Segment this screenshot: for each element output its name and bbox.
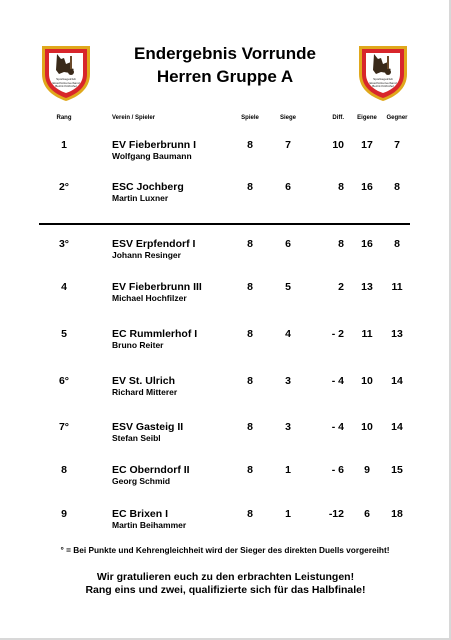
own-cell: 16 bbox=[361, 181, 373, 193]
club-logo-right bbox=[357, 44, 409, 102]
page-title: Endergebnis Vorrunde bbox=[134, 44, 316, 63]
club-logo-left bbox=[40, 44, 92, 102]
rank-cell: 8 bbox=[61, 464, 67, 476]
player-cell: Richard Mitterer bbox=[112, 387, 178, 397]
rank-cell: 5 bbox=[61, 328, 67, 340]
rank-cell: 9 bbox=[61, 508, 67, 520]
wins-cell: 5 bbox=[285, 281, 291, 293]
rank-cell: 3° bbox=[58, 238, 70, 250]
player-cell: Martin Beihammer bbox=[112, 520, 187, 530]
opp-cell: 11 bbox=[391, 281, 403, 293]
own-cell: 9 bbox=[364, 464, 370, 476]
rank-cell: 4 bbox=[61, 281, 67, 293]
logo-caption: Sportkegelclub Eisschützenverband Bezirk Kitzbühel bbox=[369, 77, 397, 89]
player-cell: Michael Hochfilzer bbox=[112, 293, 187, 303]
shield-icon bbox=[40, 44, 92, 102]
opp-cell: 14 bbox=[391, 375, 403, 387]
opp-cell: 8 bbox=[394, 181, 400, 193]
diff-cell: 10 bbox=[332, 139, 344, 151]
games-cell: 8 bbox=[247, 281, 253, 293]
rank-cell: 6° bbox=[58, 375, 70, 387]
games-cell: 8 bbox=[247, 139, 253, 151]
diff-cell: 8 bbox=[338, 181, 344, 193]
diff-cell: - 6 bbox=[331, 464, 344, 476]
player-cell: Georg Schmid bbox=[112, 476, 171, 486]
games-cell: 8 bbox=[247, 181, 253, 193]
opp-cell: 18 bbox=[391, 508, 403, 520]
player-cell: Wolfgang Baumann bbox=[112, 151, 192, 161]
qualification-divider bbox=[39, 223, 410, 225]
club-cell: EV St. Ulrich bbox=[112, 375, 176, 387]
header-opp: Gegner bbox=[386, 115, 408, 121]
opp-cell: 7 bbox=[394, 139, 400, 151]
player-cell: Bruno Reiter bbox=[112, 340, 164, 350]
club-cell: ESV Gasteig II bbox=[112, 421, 184, 433]
opp-cell: 13 bbox=[391, 328, 403, 340]
congratulation-line: Wir gratulieren euch zu den erbrachten Leistungen! bbox=[96, 571, 355, 583]
diff-cell: -12 bbox=[328, 508, 344, 520]
games-cell: 8 bbox=[247, 421, 253, 433]
page-subtitle: Herren Gruppe A bbox=[156, 67, 294, 86]
wins-cell: 3 bbox=[285, 421, 291, 433]
wins-cell: 6 bbox=[285, 238, 291, 250]
header-rank: Rang bbox=[56, 115, 72, 121]
opp-cell: 14 bbox=[391, 421, 403, 433]
player-cell: Johann Resinger bbox=[112, 250, 181, 260]
own-cell: 10 bbox=[361, 421, 373, 433]
diff-cell: - 4 bbox=[331, 375, 344, 387]
own-cell: 6 bbox=[364, 508, 370, 520]
club-cell: EV Fieberbrunn I bbox=[112, 139, 197, 151]
logo-caption: Sportkegelclub Eisschützenverband Bezirk Kitzbühel bbox=[52, 77, 80, 89]
player-cell: Martin Luxner bbox=[112, 193, 169, 203]
games-cell: 8 bbox=[247, 375, 253, 387]
diff-cell: - 2 bbox=[331, 328, 344, 340]
rank-cell: 1 bbox=[61, 139, 67, 151]
club-cell: EV Fieberbrunn III bbox=[112, 281, 202, 293]
header-diff: Diff. bbox=[332, 115, 344, 121]
tiebreak-footnote: ° = Bei Punkte und Kehrengleichheit wird der Sieger des direkten Duells vorgereiht! bbox=[60, 545, 390, 555]
header-own: Eigene bbox=[357, 115, 377, 121]
diff-cell: 8 bbox=[338, 238, 344, 250]
club-cell: EC Oberndorf II bbox=[112, 464, 190, 476]
wins-cell: 6 bbox=[285, 181, 291, 193]
diff-cell: 2 bbox=[338, 281, 344, 293]
club-cell: ESC Jochberg bbox=[112, 181, 184, 193]
player-cell: Stefan Seibl bbox=[112, 433, 161, 443]
diff-cell: - 4 bbox=[331, 421, 344, 433]
own-cell: 13 bbox=[361, 281, 373, 293]
opp-cell: 15 bbox=[391, 464, 403, 476]
opp-cell: 8 bbox=[394, 238, 400, 250]
games-cell: 8 bbox=[247, 464, 253, 476]
qualification-line: Rang eins und zwei, qualifizierte sich für das Halbfinale! bbox=[85, 584, 366, 596]
header-club: Verein / Spieler bbox=[112, 115, 156, 121]
rank-cell: 7° bbox=[58, 421, 70, 433]
wins-cell: 4 bbox=[285, 328, 291, 340]
games-cell: 8 bbox=[247, 328, 253, 340]
header-wins: Siege bbox=[279, 115, 296, 121]
shield-icon bbox=[357, 44, 409, 102]
games-cell: 8 bbox=[247, 508, 253, 520]
games-cell: 8 bbox=[247, 238, 253, 250]
wins-cell: 3 bbox=[285, 375, 291, 387]
header-games: Spiele bbox=[241, 115, 259, 121]
wins-cell: 1 bbox=[285, 464, 291, 476]
own-cell: 16 bbox=[361, 238, 373, 250]
rank-cell: 2° bbox=[58, 181, 70, 193]
own-cell: 17 bbox=[361, 139, 373, 151]
club-cell: EC Rummlerhof I bbox=[112, 328, 198, 340]
club-cell: ESV Erpfendorf I bbox=[112, 238, 196, 250]
wins-cell: 1 bbox=[285, 508, 291, 520]
wins-cell: 7 bbox=[285, 139, 291, 151]
own-cell: 10 bbox=[361, 375, 373, 387]
own-cell: 11 bbox=[361, 328, 373, 340]
club-cell: EC Brixen I bbox=[112, 508, 169, 520]
